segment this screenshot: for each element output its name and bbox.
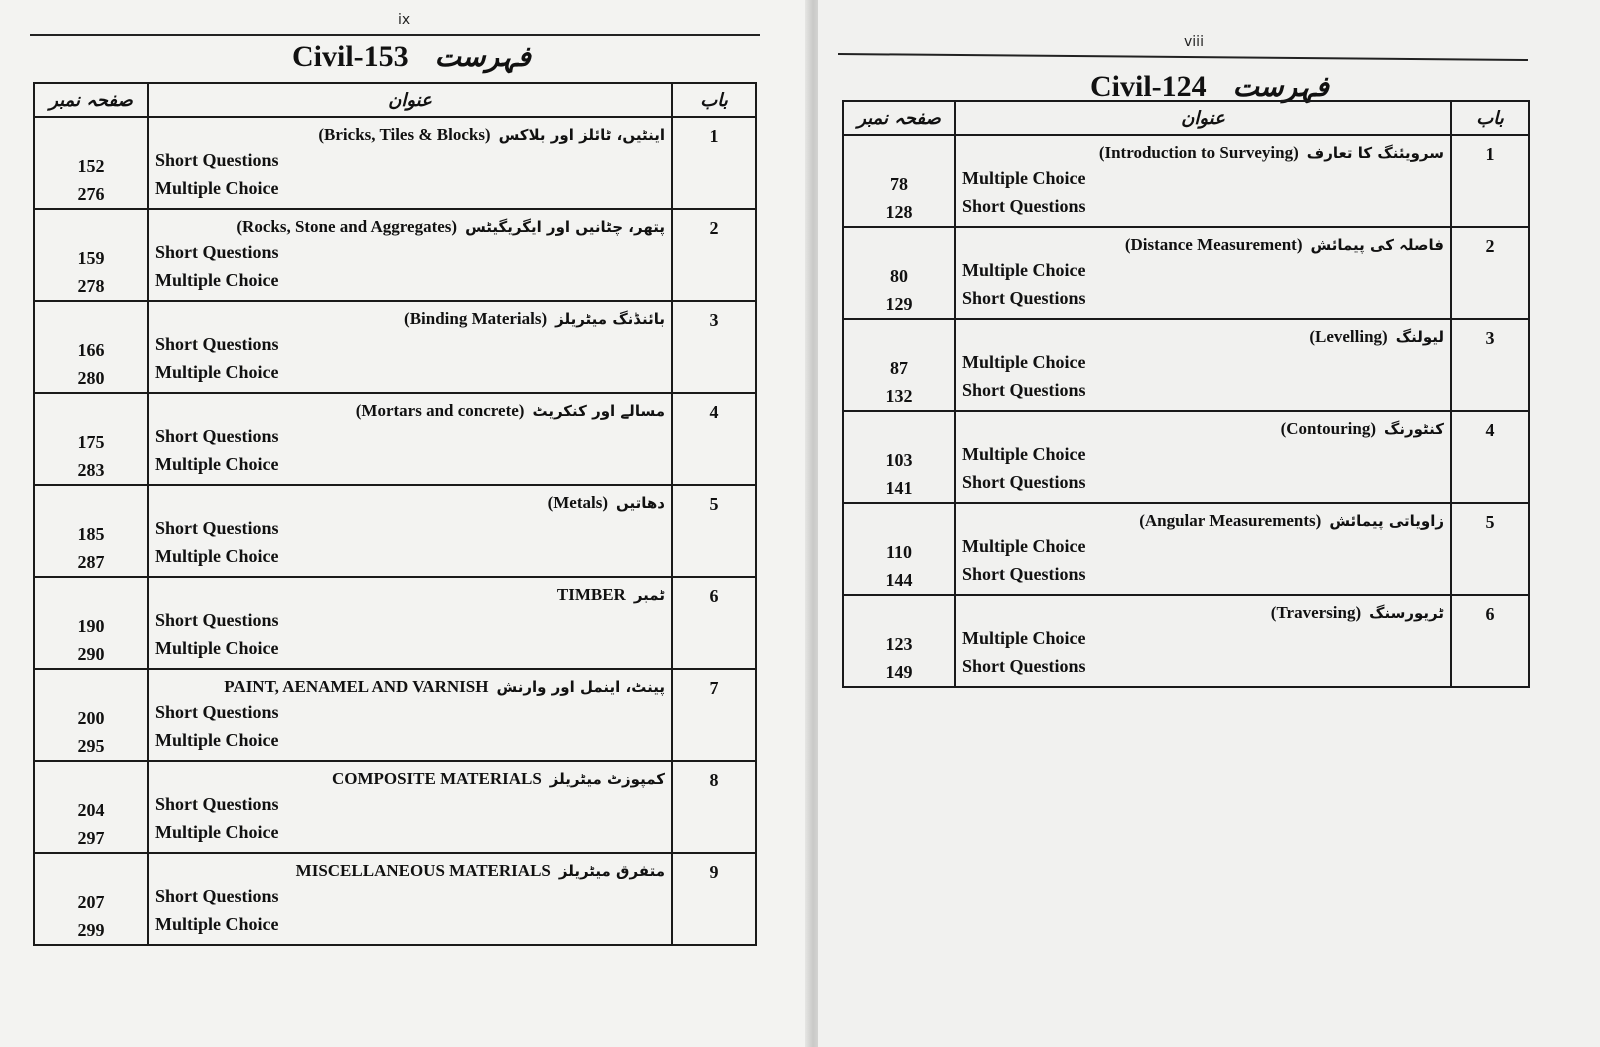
toc-row [34,577,756,669]
section-label-1: Multiple Choice [962,536,1086,556]
page-number-cell [34,853,148,945]
right-toc-header-row [843,101,1529,135]
page-number-1: 80 [890,266,908,286]
chapter-title-en: (Distance Measurement) [1124,235,1303,254]
page-number-1: 123 [885,634,913,654]
section-label-1: Short Questions [155,518,279,538]
chapter-title-ur: ٹمبر [633,586,665,604]
section-label-1: Multiple Choice [962,628,1086,648]
chapter-title-cell [148,853,672,945]
chapter-number: 6 [709,586,719,606]
page-number-cell [34,209,148,301]
page-number-cell [843,319,955,411]
chapter-title-en: MISCELLANEOUS MATERIALS [295,861,551,880]
chapter-title-cell [148,393,672,485]
chapter-number-cell [672,669,756,761]
chapter-number-cell [672,117,756,209]
right-header-title: عنوان [955,101,1451,135]
chapter-heading [149,124,671,146]
chapter-number: 4 [1485,420,1495,440]
chapter-heading [149,768,671,790]
toc-row [843,411,1529,503]
chapter-title-en: TIMBER [556,585,626,604]
page-number-cell [843,595,955,687]
chapter-heading [956,510,1450,532]
chapter-title-en: (Mortars and concrete) [355,401,525,420]
page-number-1: 207 [77,892,105,912]
page-number-2: 295 [77,736,105,756]
page-number-cell [34,117,148,209]
page-number-cell [843,227,955,319]
section-label-2: Short Questions [962,472,1086,492]
section-label-2: Short Questions [962,380,1086,400]
right-page-number: viii [1184,34,1204,50]
page-number-cell [34,669,148,761]
section-label-1: Short Questions [155,610,279,630]
section-label-2: Short Questions [962,288,1086,308]
section-label-2: Multiple Choice [155,178,279,198]
page-number-cell [843,503,955,595]
section-label-1: Short Questions [155,794,279,814]
page-number-1: 200 [77,708,105,728]
chapter-title-en: (Rocks, Stone and Aggregates) [236,217,458,236]
toc-row [843,227,1529,319]
chapter-heading [149,676,671,698]
chapter-number: 6 [1485,604,1495,624]
chapter-title-ur: اینٹیں، ٹائلز اور بلاکس [498,126,665,144]
section-label-1: Short Questions [155,242,279,262]
chapter-title-cell [955,411,1451,503]
left-page-number: ix [398,12,411,28]
page-number-1: 204 [77,800,105,820]
chapter-number: 2 [1485,236,1495,256]
section-label-1: Short Questions [155,426,279,446]
left-page-title [292,40,531,74]
page-number-cell [34,485,148,577]
left-header-page: صفحہ نمبر [34,83,148,117]
toc-row [843,503,1529,595]
chapter-number-cell [1451,319,1529,411]
right-title-urdu: فہرست [1232,70,1329,103]
chapter-title-en: (Bricks, Tiles & Blocks) [318,125,491,144]
section-label-1: Multiple Choice [962,444,1086,464]
chapter-number: 3 [709,310,719,330]
chapter-number-cell [672,577,756,669]
chapter-number-cell [1451,135,1529,227]
chapter-number-cell [672,301,756,393]
chapter-title-ur: لیولنگ [1395,328,1444,346]
section-label-2: Multiple Choice [155,914,279,934]
left-toc-table [33,82,757,946]
chapter-heading [149,492,671,514]
chapter-number: 8 [709,770,719,790]
toc-row [34,485,756,577]
chapter-title-cell [955,595,1451,687]
page-number-cell [843,135,955,227]
section-label-2: Short Questions [962,656,1086,676]
chapter-title-ur: کنٹورنگ [1384,420,1444,438]
chapter-title-ur: کمپوزٹ میٹریلز [549,770,665,788]
chapter-heading [956,418,1450,440]
chapter-title-en: PAINT, AENAMEL AND VARNISH [224,677,489,696]
page-number-2: 278 [77,276,105,296]
chapter-title-ur: ٹریورسنگ [1369,604,1444,622]
right-header-chapter: باب [1451,101,1529,135]
chapter-title-cell [148,761,672,853]
section-label-2: Short Questions [962,196,1086,216]
chapter-heading [149,400,671,422]
chapter-number-cell [672,209,756,301]
chapter-title-cell [955,319,1451,411]
page-number-1: 190 [77,616,105,636]
toc-row [34,669,756,761]
left-header-chapter: باب [672,83,756,117]
chapter-title-cell [148,301,672,393]
right-page [818,0,1600,1047]
chapter-title-ur: پتھر، چٹانیں اور ایگریگیٹس [465,218,665,236]
chapter-heading [956,602,1450,624]
page-number-2: 283 [77,460,105,480]
chapter-title-ur: پینٹ، اینمل اور وارنش [496,678,665,696]
chapter-number: 4 [709,402,719,422]
chapter-title-en: COMPOSITE MATERIALS [331,769,542,788]
chapter-number: 3 [1485,328,1495,348]
page-number-1: 159 [77,248,105,268]
page-number-2: 280 [77,368,105,388]
chapter-title-ur: متفرق میٹریلز [558,862,665,880]
chapter-number-cell [1451,595,1529,687]
toc-row [34,761,756,853]
toc-row [34,209,756,301]
chapter-number: 1 [709,126,719,146]
left-header-rule [30,34,760,36]
chapter-number: 7 [709,678,719,698]
page-number-1: 78 [890,174,908,194]
chapter-heading [956,326,1450,348]
chapter-number-cell [672,393,756,485]
chapter-title-cell [955,135,1451,227]
page-number-2: 297 [77,828,105,848]
chapter-title-en: (Contouring) [1280,419,1376,438]
chapter-number: 2 [709,218,719,238]
page-number-cell [34,577,148,669]
chapter-number: 5 [1485,512,1495,532]
section-label-1: Multiple Choice [962,260,1086,280]
chapter-title-cell [955,503,1451,595]
chapter-heading [956,142,1450,164]
right-toc-table [842,100,1530,688]
page-number-2: 141 [885,478,913,498]
section-label-1: Short Questions [155,150,279,170]
chapter-number: 5 [709,494,719,514]
page-number-cell [34,761,148,853]
chapter-title-en: (Traversing) [1270,603,1362,622]
page-number-1: 87 [890,358,908,378]
chapter-title-en: (Levelling) [1309,327,1388,346]
right-header-page: صفحہ نمبر [843,101,955,135]
right-header-rule [838,53,1528,61]
chapter-title-en: (Metals) [547,493,609,512]
page-number-2: 299 [77,920,105,940]
chapter-title-en: (Introduction to Surveying) [1098,143,1299,162]
chapter-title-cell [148,117,672,209]
chapter-number: 1 [1485,144,1495,164]
chapter-number-cell [672,761,756,853]
section-label-2: Multiple Choice [155,822,279,842]
chapter-title-cell [148,209,672,301]
section-label-1: Short Questions [155,702,279,722]
section-label-1: Multiple Choice [962,168,1086,188]
section-label-2: Multiple Choice [155,730,279,750]
chapter-title-ur: مسالے اور کنکریٹ [532,402,665,420]
page-number-2: 149 [885,662,913,682]
chapter-number-cell [1451,227,1529,319]
chapter-heading [149,860,671,882]
section-label-2: Multiple Choice [155,270,279,290]
chapter-title-ur: بائنڈنگ میٹریلز [555,310,665,328]
left-title-code: Civil-153 [292,40,409,73]
section-label-2: Multiple Choice [155,546,279,566]
chapter-title-cell [148,669,672,761]
section-label-2: Short Questions [962,564,1086,584]
chapter-title-en: (Binding Materials) [404,309,548,328]
chapter-number-cell [1451,503,1529,595]
chapter-number-cell [1451,411,1529,503]
page-number-2: 129 [885,294,913,314]
toc-row [34,117,756,209]
chapter-title-cell [148,485,672,577]
right-title-code: Civil-124 [1090,70,1207,103]
chapter-title-en: (Angular Measurements) [1139,511,1322,530]
section-label-2: Multiple Choice [155,362,279,382]
page-number-1: 185 [77,524,105,544]
right-page-title [1090,70,1329,104]
chapter-number: 9 [709,862,719,882]
page-number-1: 110 [885,542,912,562]
page-number-1: 175 [77,432,105,452]
chapter-title-ur: دھاتیں [616,494,665,512]
section-label-1: Multiple Choice [962,352,1086,372]
page-number-cell [34,301,148,393]
page-number-1: 166 [77,340,105,360]
chapter-title-cell [148,577,672,669]
chapter-number-cell [672,853,756,945]
chapter-heading [149,308,671,330]
toc-row [34,393,756,485]
toc-row [843,319,1529,411]
left-title-urdu: فہرست [434,40,531,73]
section-label-1: Short Questions [155,334,279,354]
left-header-title: عنوان [148,83,672,117]
page-number-2: 276 [77,184,105,204]
chapter-heading [149,584,671,606]
chapter-title-ur: زاویاتی پیمائش [1329,512,1444,530]
toc-row [34,301,756,393]
toc-row [843,135,1529,227]
chapter-title-ur: سرویئنگ کا تعارف [1306,144,1444,162]
toc-row [843,595,1529,687]
chapter-heading [956,234,1450,256]
chapter-number-cell [672,485,756,577]
page-number-cell [843,411,955,503]
page-number-1: 103 [885,450,913,470]
page-number-2: 290 [77,644,105,664]
section-label-2: Multiple Choice [155,638,279,658]
page-number-2: 287 [77,552,105,572]
left-toc-header-row [34,83,756,117]
page-number-1: 152 [77,156,105,176]
page-number-2: 132 [885,386,913,406]
chapter-heading [149,216,671,238]
page-number-2: 128 [885,202,913,222]
page-number-2: 144 [885,570,913,590]
section-label-1: Short Questions [155,886,279,906]
chapter-title-ur: فاصلہ کی پیمائش [1310,236,1444,254]
page-number-cell [34,393,148,485]
toc-row [34,853,756,945]
section-label-2: Multiple Choice [155,454,279,474]
chapter-title-cell [955,227,1451,319]
